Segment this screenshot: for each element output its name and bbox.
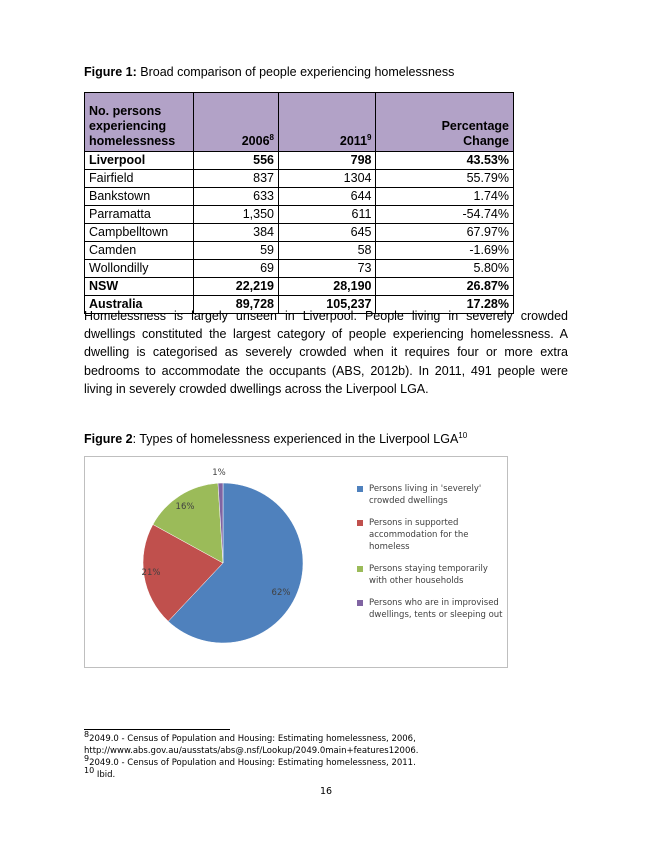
page-number: 16 <box>319 786 333 797</box>
table-header-row <box>85 93 514 152</box>
footnote-divider <box>84 729 230 730</box>
cell-name: Australia <box>85 296 194 314</box>
cell-y2011: 644 <box>278 188 376 206</box>
cell-y2006: 384 <box>194 224 279 242</box>
cell-y2011: 1304 <box>278 170 376 188</box>
table-row <box>85 152 514 170</box>
legend-label: Persons staying temporarily with other households <box>369 564 488 586</box>
header-2011-note: 9 <box>367 132 372 142</box>
figure2-note: 10 <box>458 430 468 440</box>
footnote <box>84 730 418 745</box>
header-change-line1: Percentage <box>441 119 509 133</box>
pie-slice-label: 1% <box>212 468 226 478</box>
cell-change: 67.97% <box>376 224 514 242</box>
cell-y2006: 22,219 <box>194 278 279 296</box>
pie-slice-label: 62% <box>271 588 291 598</box>
header-2006-note: 8 <box>269 132 274 142</box>
cell-y2011: 105,237 <box>278 296 376 314</box>
header-2011-label: 2011 <box>339 134 368 148</box>
header-persons-line3: homelessness <box>89 134 176 148</box>
cell-name: Campbelltown <box>85 224 194 242</box>
footnote-number: 9 <box>84 754 90 764</box>
legend-swatch <box>357 486 363 492</box>
legend-swatch <box>357 566 363 572</box>
cell-y2006: 837 <box>194 170 279 188</box>
body-paragraph: Homelessness is largely unseen in Liverpool. People living in severely crowded dwellings constituted the largest category of people experiencing homelessness. A dwelling is categorised as severely crowded when it requires four or more extra bedrooms to accommodate the occupants (ABS, 2012b). In 2011, 491 people were living in severely crowded dwellings across the Liverpool LGA. <box>84 309 568 396</box>
legend-item <box>357 563 507 587</box>
cell-y2006: 69 <box>194 260 279 278</box>
footnote <box>84 766 418 781</box>
cell-name: Bankstown <box>85 188 194 206</box>
cell-change: 26.87% <box>376 278 514 296</box>
cell-name: NSW <box>85 278 194 296</box>
footnote <box>84 754 418 769</box>
cell-name: Liverpool <box>85 152 194 170</box>
cell-y2011: 798 <box>278 152 376 170</box>
footnote-text: 2049.0 - Census of Population and Housing: Estimating homelessness, 2006, <box>89 734 416 744</box>
cell-y2006: 59 <box>194 242 279 260</box>
cell-change: 43.53% <box>376 152 514 170</box>
cell-y2006: 556 <box>194 152 279 170</box>
chart-legend <box>357 483 507 631</box>
table-row <box>85 188 514 206</box>
cell-y2011: 73 <box>278 260 376 278</box>
cell-change: 55.79% <box>376 170 514 188</box>
cell-name: Parramatta <box>85 206 194 224</box>
header-persons-line2: experiencing <box>89 119 167 133</box>
cell-change: -1.69% <box>376 242 514 260</box>
cell-name: Wollondilly <box>85 260 194 278</box>
legend-item <box>357 597 507 621</box>
legend-swatch <box>357 520 363 526</box>
table-row <box>85 224 514 242</box>
homelessness-table <box>84 92 514 314</box>
cell-y2006: 89,728 <box>194 296 279 314</box>
pie-chart <box>84 456 508 668</box>
cell-change: 5.80% <box>376 260 514 278</box>
footnote <box>84 745 418 757</box>
table-row <box>85 206 514 224</box>
footnote-text: Ibid. <box>94 770 116 780</box>
pie-slice-label: 21% <box>141 568 161 578</box>
footnotes <box>84 730 419 781</box>
cell-y2011: 58 <box>278 242 376 260</box>
footnote-text: 2049.0 - Census of Population and Housing: Estimating homelessness, 2011. <box>89 758 416 768</box>
table-row <box>85 278 514 296</box>
legend-label: Persons who are in improvised dwellings, tents or sleeping out <box>369 598 503 620</box>
legend-label: Persons living in 'severely' crowded dwellings <box>369 484 482 506</box>
table-row <box>85 260 514 278</box>
footnote-number: 10 <box>84 766 95 776</box>
header-2006 <box>194 93 279 152</box>
header-2006-label: 2006 <box>241 134 270 148</box>
cell-y2011: 645 <box>278 224 376 242</box>
figure2-caption <box>84 432 467 446</box>
figure2-title: : Types of homelessness experienced in the Liverpool LGA <box>132 432 459 446</box>
header-change <box>376 93 514 152</box>
cell-y2006: 1,350 <box>194 206 279 224</box>
figure2-label: Figure 2 <box>84 432 133 446</box>
figure1-label: Figure 1: <box>84 65 137 79</box>
header-persons-line1: No. persons <box>89 104 162 118</box>
figure1-title: Broad comparison of people experiencing homelessness <box>136 65 455 79</box>
legend-swatch <box>357 600 363 606</box>
table-row <box>85 242 514 260</box>
header-2011 <box>278 93 376 152</box>
cell-change: -54.74% <box>376 206 514 224</box>
legend-item <box>357 517 507 553</box>
cell-name: Fairfield <box>85 170 194 188</box>
legend-item <box>357 483 507 507</box>
legend-label: Persons in supported accommodation for the homeless <box>369 518 469 552</box>
cell-change: 1.74% <box>376 188 514 206</box>
footnote-number: 8 <box>84 730 90 740</box>
cell-y2011: 28,190 <box>278 278 376 296</box>
cell-name: Camden <box>85 242 194 260</box>
pie-slice-label: 16% <box>175 502 195 512</box>
footnote-text: http://www.abs.gov.au/ausstats/abs@.nsf/Lookup/2049.0main+features12006. <box>84 746 419 756</box>
cell-y2011: 611 <box>278 206 376 224</box>
header-change-line2: Change <box>463 134 509 148</box>
cell-y2006: 633 <box>194 188 279 206</box>
table-body <box>85 152 514 314</box>
header-persons <box>85 93 194 152</box>
cell-change: 17.28% <box>376 296 514 314</box>
figure1-caption <box>84 65 454 79</box>
table-row <box>85 170 514 188</box>
